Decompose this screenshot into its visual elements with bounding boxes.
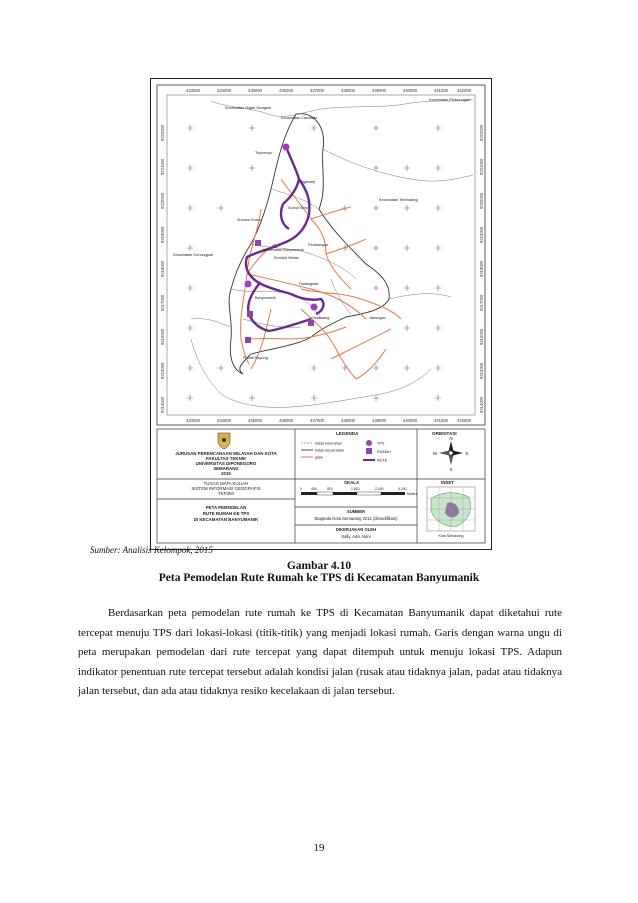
region-label: Kecamatan Banyumanik — [263, 248, 305, 252]
x-tick: 435000 — [248, 88, 262, 93]
legend-title: LEGENDA — [336, 431, 359, 436]
x-tick: 438000 — [341, 418, 355, 423]
y-tick: 9220000 — [160, 192, 165, 209]
rumah-marker — [245, 337, 251, 343]
y-tick: 9221000 — [160, 158, 165, 175]
x-tick: 442000 — [457, 418, 471, 423]
figure-title: Peta Pemodelan Rute Rumah ke TPS di Kecamatan Banyumanik — [158, 572, 480, 584]
x-tick: 441000 — [434, 418, 448, 423]
institution-line: UNIVERSITAS DIPONEGORO — [195, 461, 257, 466]
region-label: Kecamatan Gunungpati — [173, 253, 213, 257]
map-title-line: PETA PEMODELAN — [205, 505, 247, 510]
region-label: Srondol Kulon — [237, 218, 261, 222]
institution-line: SEMARANG — [213, 466, 239, 471]
region-label: Jabungan — [369, 316, 386, 320]
legend-item: batas kecamatan — [315, 448, 344, 453]
scale-tick: 1.620 — [351, 487, 360, 491]
inset-map — [427, 487, 475, 531]
y-tick: 9215000 — [479, 362, 484, 379]
institution-line: JURUSAN PERENCANAAN WILAYAH DAN KOTA — [175, 451, 277, 456]
sumber-title: SUMBER — [346, 509, 366, 514]
y-tick: 9222000 — [479, 124, 484, 141]
x-tick: 433000 — [186, 418, 200, 423]
compass-w: W — [432, 451, 438, 456]
y-tick: 9218000 — [160, 260, 165, 277]
region-label: Kecamatan Pedurungan — [429, 98, 470, 102]
region-label: Pudak Payung — [243, 356, 268, 360]
x-tick: 436000 — [279, 88, 293, 93]
x-tick: 434000 — [217, 418, 231, 423]
compass-s: S — [449, 467, 453, 472]
legend-item: RUTE — [377, 458, 388, 463]
map-svg — [151, 79, 491, 549]
scale-tick: 405 — [311, 487, 317, 491]
body-paragraph — [78, 604, 562, 702]
figure-number: Gambar 4.10 — [286, 560, 352, 572]
y-tick: 9216000 — [160, 328, 165, 345]
legend-item: TPS — [377, 441, 385, 446]
x-tick: 436000 — [279, 418, 293, 423]
inset-label: Kota Semarang — [438, 534, 464, 538]
scale-title: SKALA — [344, 480, 360, 485]
orientation-title: ORIENTASI — [432, 431, 457, 436]
y-tick: 9219000 — [160, 226, 165, 243]
dikerjakan-title: DIKERJAKAN OLEH — [335, 527, 377, 532]
map-title-line: RUTE RUMAH KE TPS — [202, 511, 250, 516]
scale-tick: 3.240 — [398, 487, 407, 491]
dikerjakan-text: Sally, Ada, Noni — [341, 534, 371, 539]
tps-marker — [311, 304, 318, 311]
y-tick: 9214000 — [479, 396, 484, 413]
x-tick: 438000 — [341, 88, 355, 93]
x-tick: 433000 — [186, 88, 200, 93]
y-tick: 9215000 — [160, 362, 165, 379]
institution-line: 2015 — [221, 471, 231, 476]
tps-marker — [245, 281, 252, 288]
x-tick: 442000 — [457, 88, 471, 93]
course-line: TKP350 — [218, 491, 234, 496]
y-tick: 9214000 — [160, 396, 165, 413]
university-logo — [218, 433, 230, 449]
x-tick: 440000 — [403, 88, 417, 93]
region-label: Tinjomoyo — [255, 151, 273, 155]
x-tick: 441000 — [434, 88, 448, 93]
scale-tick: 0 — [300, 487, 302, 491]
y-tick: 9216000 — [479, 328, 484, 345]
x-tick: 437000 — [310, 88, 324, 93]
legend-item: RUMAH — [377, 450, 391, 454]
scale-unit: Meters — [407, 492, 418, 496]
scale-bar — [301, 492, 405, 495]
institution-line: FAKULTAS TEKNIK — [205, 456, 247, 461]
region-label: Pedalangan — [308, 243, 329, 247]
y-tick: 9219000 — [479, 226, 484, 243]
x-tick: 439000 — [372, 88, 386, 93]
region-label: Gedawang — [311, 316, 330, 320]
y-tick: 9221000 — [479, 158, 484, 175]
paragraph-text: Berdasarkan peta pemodelan rute rumah ke TPS di Kecamatan Banyumanik dapat diketahui rute tercepat menuju TPS dari lokasi-lokasi (titik-titik) yang menjadi lokasi rumah. Garis dengan warna ungu di peta merupakan pemodelan dari rute tercepat yang dapat ditempuh untuk menuju lokasi TPS. Adapun indikator penentuan rute tercepat tersebut adalah kondisi jalan (rusak atau tidaknya jalan, padat atau tidaknya jalan tersebut, dan ada atau tidaknya resiko kecelakaan di jalan tersebut. — [78, 607, 562, 697]
region-label: Srondol Wetan — [274, 256, 300, 260]
region-label: Banyumanik — [255, 296, 276, 300]
compass-n: N — [449, 436, 453, 441]
region-label: Kecamatan Candisari — [281, 116, 318, 120]
course-line: SISTEM INFORMASI GEOGRAFIS — [191, 486, 261, 491]
legend-item: batas kelurahan — [315, 441, 343, 446]
scale-tick: 2.430 — [375, 487, 384, 491]
rumah-marker — [247, 311, 253, 317]
figure-source: Sumber: Analisis Kelompok, 2015 — [90, 545, 213, 555]
rumah-marker — [308, 320, 314, 326]
map-figure — [150, 78, 492, 550]
legend-item: jalan — [315, 455, 324, 460]
compass-rose-icon — [439, 441, 463, 465]
x-tick: 435000 — [248, 418, 262, 423]
y-tick: 9218000 — [479, 260, 484, 277]
region-label: Sumur Boto — [288, 206, 309, 210]
rumah-marker — [255, 240, 261, 246]
y-tick: 9217000 — [160, 294, 165, 311]
y-tick: 9217000 — [479, 294, 484, 311]
x-tick: 440000 — [403, 418, 417, 423]
scale-tick: 810 — [327, 487, 333, 491]
y-tick: 9222000 — [160, 124, 165, 141]
compass-e: E — [465, 451, 469, 456]
course-line: TUGAS MATA KULIAH — [203, 481, 249, 486]
x-tick: 439000 — [372, 418, 386, 423]
sumber-text: Bappeda Kota Semarang 2011 (dimodifikasi) — [314, 516, 398, 521]
tps-marker — [283, 144, 290, 151]
map-title-line: DI KECAMATAN BANYUMANIK — [193, 517, 259, 522]
region-label: Ngesrep — [301, 180, 316, 184]
page-number: 19 — [313, 842, 325, 854]
x-tick: 437000 — [310, 418, 324, 423]
region-label: Kecamatan Tembalang — [379, 198, 418, 202]
inset-title: INSET — [441, 480, 454, 485]
y-tick: 9220000 — [479, 192, 484, 209]
x-tick: 434000 — [217, 88, 231, 93]
region-label: Kecamatan Gajah Mungkur — [225, 106, 272, 110]
region-label: Padangsari — [299, 282, 319, 286]
